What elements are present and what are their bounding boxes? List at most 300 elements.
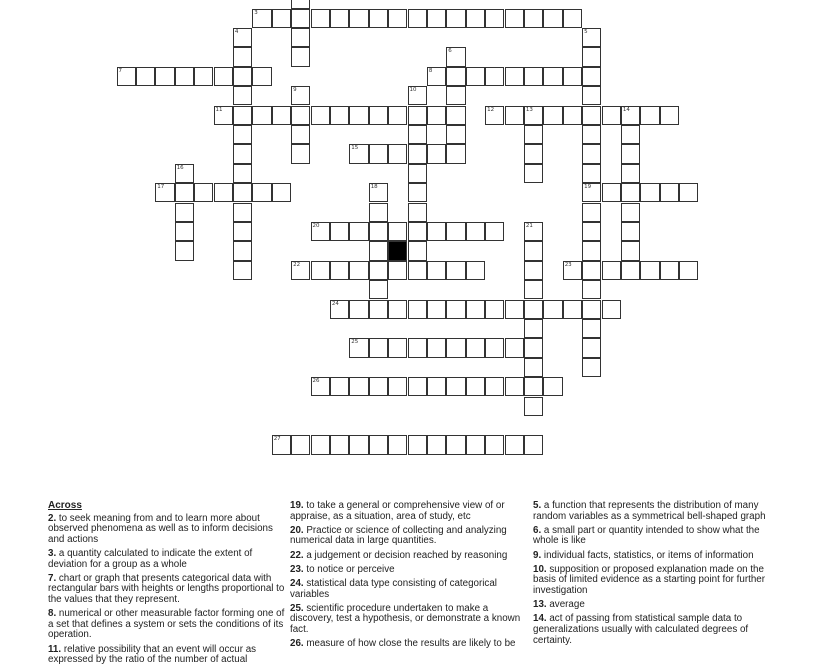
- grid-cell[interactable]: [311, 106, 330, 125]
- grid-cell[interactable]: [388, 222, 407, 241]
- clue: [290, 501, 530, 522]
- clue-number: 10: [409, 87, 417, 94]
- grid-cell[interactable]: [621, 164, 640, 183]
- grid-cell[interactable]: [621, 144, 640, 163]
- grid-cell[interactable]: [505, 9, 524, 28]
- grid-cell[interactable]: [233, 164, 252, 183]
- grid-cell[interactable]: [466, 261, 485, 280]
- clue-number: 7: [118, 67, 122, 74]
- grid-cell[interactable]: [660, 183, 679, 202]
- grid-cell[interactable]: [427, 300, 446, 319]
- grid-cell[interactable]: [640, 261, 659, 280]
- grid-cell[interactable]: [311, 222, 330, 241]
- grid-cell[interactable]: [621, 106, 640, 125]
- grid-cell[interactable]: [427, 67, 446, 86]
- grid-cell[interactable]: [446, 222, 465, 241]
- grid-cell[interactable]: [408, 164, 427, 183]
- grid-cell[interactable]: [640, 106, 659, 125]
- clue: [48, 609, 288, 641]
- grid-cell[interactable]: [485, 435, 504, 454]
- grid-cell[interactable]: [524, 67, 543, 86]
- grid-cell[interactable]: [524, 300, 543, 319]
- clue-text: a function that represents the distribution of many random variables as a symmetrical bell-shaped graph: [533, 500, 766, 522]
- grid-cell[interactable]: [175, 67, 194, 86]
- grid-cell[interactable]: [602, 261, 621, 280]
- grid-cell[interactable]: [679, 261, 698, 280]
- grid-cell[interactable]: [485, 67, 504, 86]
- grid-cell[interactable]: [330, 106, 349, 125]
- grid-cell[interactable]: [369, 261, 388, 280]
- clue-number: 25: [351, 339, 359, 346]
- grid-cell[interactable]: [602, 106, 621, 125]
- grid-cell[interactable]: [408, 261, 427, 280]
- grid-cell[interactable]: [582, 125, 601, 144]
- grid-cell[interactable]: [505, 338, 524, 357]
- clue-number: 18: [370, 184, 378, 191]
- clue-number: 15: [351, 145, 359, 152]
- clue-number: 8.: [48, 608, 57, 620]
- grid-cell[interactable]: [621, 183, 640, 202]
- grid-cell[interactable]: [311, 9, 330, 28]
- grid-cell[interactable]: [408, 435, 427, 454]
- clue-number: 13: [525, 106, 533, 113]
- clue-number: 14: [622, 106, 630, 113]
- grid-cell[interactable]: [272, 435, 291, 454]
- grid-cell[interactable]: [485, 106, 504, 125]
- grid-cell[interactable]: [175, 164, 194, 183]
- grid-cell[interactable]: [524, 164, 543, 183]
- grid-cell[interactable]: [408, 241, 427, 260]
- clue: [48, 574, 288, 606]
- grid-cell[interactable]: [330, 9, 349, 28]
- grid-cell[interactable]: [524, 222, 543, 241]
- grid-cell[interactable]: [563, 67, 582, 86]
- grid-cell[interactable]: [466, 338, 485, 357]
- grid-cell[interactable]: [582, 86, 601, 105]
- grid-cell[interactable]: [602, 183, 621, 202]
- clue-number: 7.: [48, 572, 57, 584]
- grid-cell[interactable]: [330, 377, 349, 396]
- grid-cell[interactable]: [330, 222, 349, 241]
- clue-number: 22: [293, 261, 301, 268]
- grid-cell[interactable]: [621, 222, 640, 241]
- grid-cell[interactable]: [214, 67, 233, 86]
- grid-cell[interactable]: [563, 106, 582, 125]
- grid-cell[interactable]: [582, 358, 601, 377]
- grid-cell[interactable]: [582, 261, 601, 280]
- clue-number: 9.: [533, 549, 542, 561]
- grid-cell[interactable]: [233, 144, 252, 163]
- clue-number: 12: [487, 106, 495, 113]
- grid-cell[interactable]: [214, 106, 233, 125]
- clue-number: 23.: [290, 563, 304, 575]
- grid-cell[interactable]: [408, 183, 427, 202]
- clue-text: average: [549, 599, 585, 611]
- grid-cell[interactable]: [233, 241, 252, 260]
- grid-cell[interactable]: [582, 203, 601, 222]
- grid-cell[interactable]: [582, 144, 601, 163]
- clue-text: relative possibility that an event will occur as expressed by the ratio of the number of actual: [48, 643, 257, 666]
- grid-cell[interactable]: [388, 9, 407, 28]
- grid-cell[interactable]: [388, 435, 407, 454]
- grid-cell[interactable]: [446, 106, 465, 125]
- grid-cell[interactable]: [408, 338, 427, 357]
- clue-number: 13.: [533, 599, 547, 611]
- grid-cell[interactable]: [446, 144, 465, 163]
- grid-cell[interactable]: [505, 435, 524, 454]
- grid-cell[interactable]: [388, 144, 407, 163]
- clue: [290, 526, 530, 547]
- grid-cell[interactable]: [427, 144, 446, 163]
- clue-number: 20.: [290, 524, 304, 536]
- clue: [290, 639, 530, 650]
- grid-cell[interactable]: [408, 106, 427, 125]
- grid-cell[interactable]: [233, 222, 252, 241]
- grid-cell[interactable]: [175, 203, 194, 222]
- grid-cell[interactable]: [485, 9, 504, 28]
- clue-number: 2.: [48, 512, 57, 524]
- grid-cell[interactable]: [485, 300, 504, 319]
- clue: [48, 645, 288, 666]
- grid-cell[interactable]: [524, 338, 543, 357]
- grid-cell[interactable]: [466, 222, 485, 241]
- grid-cell[interactable]: [388, 377, 407, 396]
- clue-number: 22.: [290, 549, 304, 561]
- grid-cell[interactable]: [233, 261, 252, 280]
- grid-cell[interactable]: [446, 9, 465, 28]
- clue-number: 10.: [533, 563, 547, 575]
- clue-text: statistical data type consisting of categorical variables: [290, 577, 497, 600]
- grid-cell[interactable]: [408, 86, 427, 105]
- clue: [290, 604, 530, 636]
- clue: [290, 565, 530, 576]
- grid-cell[interactable]: [330, 300, 349, 319]
- grid-cell[interactable]: [349, 435, 368, 454]
- grid-cell[interactable]: [660, 106, 679, 125]
- grid-cell[interactable]: [466, 300, 485, 319]
- clue-number: 6: [448, 48, 452, 55]
- grid-cell[interactable]: [466, 435, 485, 454]
- grid-cell[interactable]: [446, 47, 465, 66]
- grid-cell[interactable]: [369, 300, 388, 319]
- grid-cell[interactable]: [621, 203, 640, 222]
- clue-number: 14.: [533, 613, 547, 625]
- grid-cell[interactable]: [485, 222, 504, 241]
- grid-cell[interactable]: [369, 280, 388, 299]
- grid-cell[interactable]: [388, 338, 407, 357]
- clue-text: scientific procedure undertaken to make a discovery, test a hypothesis, or demonstrate a known fact.: [290, 602, 521, 635]
- clue-number: 20: [312, 222, 320, 229]
- grid-cell[interactable]: [505, 106, 524, 125]
- clue-text: individual facts, statistics, or items of information: [543, 549, 754, 561]
- grid-cell[interactable]: [291, 9, 310, 28]
- clue-text: to notice or perceive: [306, 563, 395, 575]
- grid-cell[interactable]: [582, 28, 601, 47]
- clue-number: 23: [564, 261, 572, 268]
- grid-cell[interactable]: [136, 67, 155, 86]
- clue-number: 26.: [290, 638, 304, 650]
- grid-cell[interactable]: [466, 377, 485, 396]
- clue-text: act of passing from statistical sample data to generalizations usually with calculated degrees of certainty.: [533, 613, 749, 646]
- clue-text: measure of how close the results are likely to be: [306, 638, 516, 650]
- grid-cell[interactable]: [408, 377, 427, 396]
- grid-cell[interactable]: [621, 241, 640, 260]
- grid-cell[interactable]: [408, 222, 427, 241]
- grid-cell[interactable]: [582, 106, 601, 125]
- clue-text: Practice or science of collecting and analyzing numerical data in large quantities.: [290, 524, 507, 547]
- grid-cell[interactable]: [175, 183, 194, 202]
- clue: [533, 551, 773, 562]
- grid-cell[interactable]: [446, 67, 465, 86]
- grid-cell[interactable]: [524, 377, 543, 396]
- grid-cell[interactable]: [272, 106, 291, 125]
- grid-cell[interactable]: [233, 183, 252, 202]
- grid-cell[interactable]: [349, 222, 368, 241]
- grid-cell[interactable]: [446, 86, 465, 105]
- grid-cell[interactable]: [466, 9, 485, 28]
- grid-cell[interactable]: [233, 106, 252, 125]
- across-clues-column-2: [290, 501, 530, 653]
- grid-cell[interactable]: [291, 261, 310, 280]
- clue-number: 25.: [290, 602, 304, 614]
- grid-cell[interactable]: [582, 338, 601, 357]
- grid-cell[interactable]: [330, 435, 349, 454]
- clue-number: 6.: [533, 524, 542, 536]
- across-clues-column: [48, 501, 288, 669]
- grid-cell[interactable]: [427, 435, 446, 454]
- clue: [290, 551, 530, 562]
- clue: [533, 565, 773, 597]
- grid-cell[interactable]: [369, 183, 388, 202]
- grid-cell[interactable]: [369, 144, 388, 163]
- clue-number: 9: [293, 87, 297, 94]
- grid-cell[interactable]: [505, 67, 524, 86]
- grid-cell[interactable]: [524, 241, 543, 260]
- grid-cell[interactable]: [349, 144, 368, 163]
- grid-cell[interactable]: [563, 9, 582, 28]
- grid-cell[interactable]: [621, 125, 640, 144]
- grid-cell[interactable]: [524, 319, 543, 338]
- grid-cell[interactable]: [582, 164, 601, 183]
- grid-cell[interactable]: [369, 222, 388, 241]
- clue-text: numerical or other measurable factor forming one of a set that defines a system or sets the conditions of its operation.: [48, 608, 285, 641]
- grid-cell[interactable]: [175, 241, 194, 260]
- clue: [533, 614, 773, 646]
- grid-cell[interactable]: [485, 338, 504, 357]
- grid-cell[interactable]: [446, 338, 465, 357]
- clue-number: 4: [234, 28, 239, 35]
- grid-cell[interactable]: [582, 319, 601, 338]
- grid-cell[interactable]: [524, 358, 543, 377]
- grid-cell[interactable]: [427, 106, 446, 125]
- grid-cell[interactable]: [582, 183, 601, 202]
- grid-cell[interactable]: [291, 28, 310, 47]
- grid-cell[interactable]: [252, 183, 271, 202]
- grid-cell[interactable]: [427, 222, 446, 241]
- clue-text: a quantity calculated to indicate the extent of deviation for a group as a whole: [48, 547, 253, 570]
- grid-cell[interactable]: [117, 67, 136, 86]
- grid-cell[interactable]: [582, 47, 601, 66]
- grid-cell[interactable]: [602, 300, 621, 319]
- grid-cell[interactable]: [369, 435, 388, 454]
- clue-number: 24: [331, 300, 339, 307]
- grid-cell[interactable]: [194, 67, 213, 86]
- grid-cell[interactable]: [311, 435, 330, 454]
- grid-cell[interactable]: [233, 67, 252, 86]
- clue: [533, 600, 773, 611]
- grid-cell[interactable]: [369, 106, 388, 125]
- grid-cell[interactable]: [233, 28, 252, 47]
- grid-cell[interactable]: [582, 222, 601, 241]
- grid-cell[interactable]: [291, 106, 310, 125]
- grid-cell[interactable]: [524, 106, 543, 125]
- grid-cell[interactable]: [194, 183, 213, 202]
- grid-cell[interactable]: [349, 377, 368, 396]
- black-cell: [388, 241, 407, 260]
- clue-text: to seek meaning from and to learn more about observed phenomena as well as to inform decisions and actions: [48, 512, 273, 545]
- clue-number: 17: [157, 184, 165, 191]
- grid-cell[interactable]: [543, 377, 562, 396]
- grid-cell[interactable]: [233, 47, 252, 66]
- grid-cell[interactable]: [543, 67, 562, 86]
- grid-cell[interactable]: [446, 125, 465, 144]
- grid-cell[interactable]: [524, 144, 543, 163]
- grid-cell[interactable]: [408, 203, 427, 222]
- grid-cell[interactable]: [408, 300, 427, 319]
- grid-cell[interactable]: [369, 203, 388, 222]
- grid-cell[interactable]: [640, 183, 659, 202]
- grid-cell[interactable]: [582, 67, 601, 86]
- grid-cell[interactable]: [155, 67, 174, 86]
- grid-cell[interactable]: [446, 435, 465, 454]
- grid-cell[interactable]: [369, 241, 388, 260]
- grid-cell[interactable]: [311, 377, 330, 396]
- clue-number: 11.: [48, 643, 62, 655]
- grid-cell[interactable]: [291, 125, 310, 144]
- grid-cell[interactable]: [349, 106, 368, 125]
- grid-cell[interactable]: [349, 9, 368, 28]
- grid-cell[interactable]: [563, 300, 582, 319]
- clue-number: 5.: [533, 500, 542, 511]
- grid-cell[interactable]: [311, 261, 330, 280]
- clue-number: 19.: [290, 500, 304, 511]
- grid-cell[interactable]: [349, 338, 368, 357]
- grid-cell[interactable]: [155, 183, 174, 202]
- grid-cell[interactable]: [446, 377, 465, 396]
- grid-cell[interactable]: [543, 300, 562, 319]
- grid-cell[interactable]: [233, 86, 252, 105]
- grid-cell[interactable]: [291, 435, 310, 454]
- grid-cell[interactable]: [563, 261, 582, 280]
- grid-cell[interactable]: [427, 377, 446, 396]
- grid-cell[interactable]: [408, 125, 427, 144]
- grid-cell[interactable]: [349, 300, 368, 319]
- grid-cell[interactable]: [505, 300, 524, 319]
- clue-number: 11: [215, 106, 223, 113]
- grid-cell[interactable]: [427, 261, 446, 280]
- clue: [290, 579, 530, 600]
- grid-cell[interactable]: [233, 125, 252, 144]
- grid-cell[interactable]: [330, 261, 349, 280]
- clue-number: 27: [273, 436, 281, 443]
- grid-cell[interactable]: [524, 125, 543, 144]
- clue: [48, 549, 288, 570]
- clue-number: 3.: [48, 547, 57, 559]
- clue-number: 24.: [290, 577, 304, 589]
- grid-cell[interactable]: [524, 280, 543, 299]
- grid-cell[interactable]: [408, 9, 427, 28]
- grid-cell[interactable]: [388, 261, 407, 280]
- grid-cell[interactable]: [621, 261, 640, 280]
- clue: [533, 501, 773, 522]
- grid-cell[interactable]: [524, 435, 543, 454]
- clue-text: a judgement or decision reached by reasoning: [306, 549, 508, 561]
- grid-cell[interactable]: [252, 9, 271, 28]
- grid-cell[interactable]: [291, 86, 310, 105]
- grid-cell[interactable]: [543, 9, 562, 28]
- grid-cell[interactable]: [524, 261, 543, 280]
- grid-cell[interactable]: [446, 261, 465, 280]
- clue-text: chart or graph that presents categorical data with rectangular bars with heights or lengths proportional to the values that they represent.: [48, 572, 285, 605]
- grid-cell[interactable]: [214, 183, 233, 202]
- clue-text: to take a general or comprehensive view of or appraise, as a situation, area of study, etc: [290, 500, 505, 522]
- grid-cell[interactable]: [485, 377, 504, 396]
- grid-cell[interactable]: [349, 261, 368, 280]
- grid-cell[interactable]: [466, 67, 485, 86]
- grid-cell[interactable]: [369, 9, 388, 28]
- grid-cell[interactable]: [252, 67, 271, 86]
- grid-cell[interactable]: [388, 106, 407, 125]
- grid-cell[interactable]: [524, 9, 543, 28]
- grid-cell[interactable]: [175, 222, 194, 241]
- clue: [533, 526, 773, 547]
- grid-cell[interactable]: [524, 397, 543, 416]
- grid-cell[interactable]: [446, 300, 465, 319]
- grid-cell[interactable]: [369, 338, 388, 357]
- grid-cell[interactable]: [427, 338, 446, 357]
- clue-number: 26: [312, 378, 320, 385]
- clue-number: 8: [428, 67, 433, 74]
- grid-cell[interactable]: [272, 9, 291, 28]
- clue-number: 19: [584, 184, 592, 191]
- grid-cell[interactable]: [505, 377, 524, 396]
- grid-cell[interactable]: [408, 144, 427, 163]
- clue: [48, 514, 288, 546]
- grid-cell[interactable]: [660, 261, 679, 280]
- grid-cell[interactable]: [679, 183, 698, 202]
- grid-cell[interactable]: [543, 106, 562, 125]
- grid-cell[interactable]: [233, 203, 252, 222]
- grid-cell[interactable]: [582, 280, 601, 299]
- clue-number: 5: [584, 28, 588, 35]
- clue-text: a small part or quantity intended to show what the whole is like: [533, 524, 760, 547]
- clue-text: supposition or proposed explanation made on the basis of limited evidence as a starting point for further investigation: [533, 563, 765, 596]
- across-heading: Across: [48, 500, 82, 511]
- grid-cell[interactable]: [388, 300, 407, 319]
- grid-cell[interactable]: [582, 300, 601, 319]
- grid-cell[interactable]: [291, 0, 310, 9]
- grid-cell[interactable]: [582, 241, 601, 260]
- grid-cell[interactable]: [272, 183, 291, 202]
- clue-number: 21: [525, 222, 533, 229]
- clue-number: 16: [176, 164, 184, 171]
- grid-cell[interactable]: [291, 47, 310, 66]
- grid-cell[interactable]: [252, 106, 271, 125]
- grid-cell[interactable]: [291, 144, 310, 163]
- down-clues-column: [533, 501, 773, 650]
- grid-cell[interactable]: [427, 9, 446, 28]
- grid-cell[interactable]: [369, 377, 388, 396]
